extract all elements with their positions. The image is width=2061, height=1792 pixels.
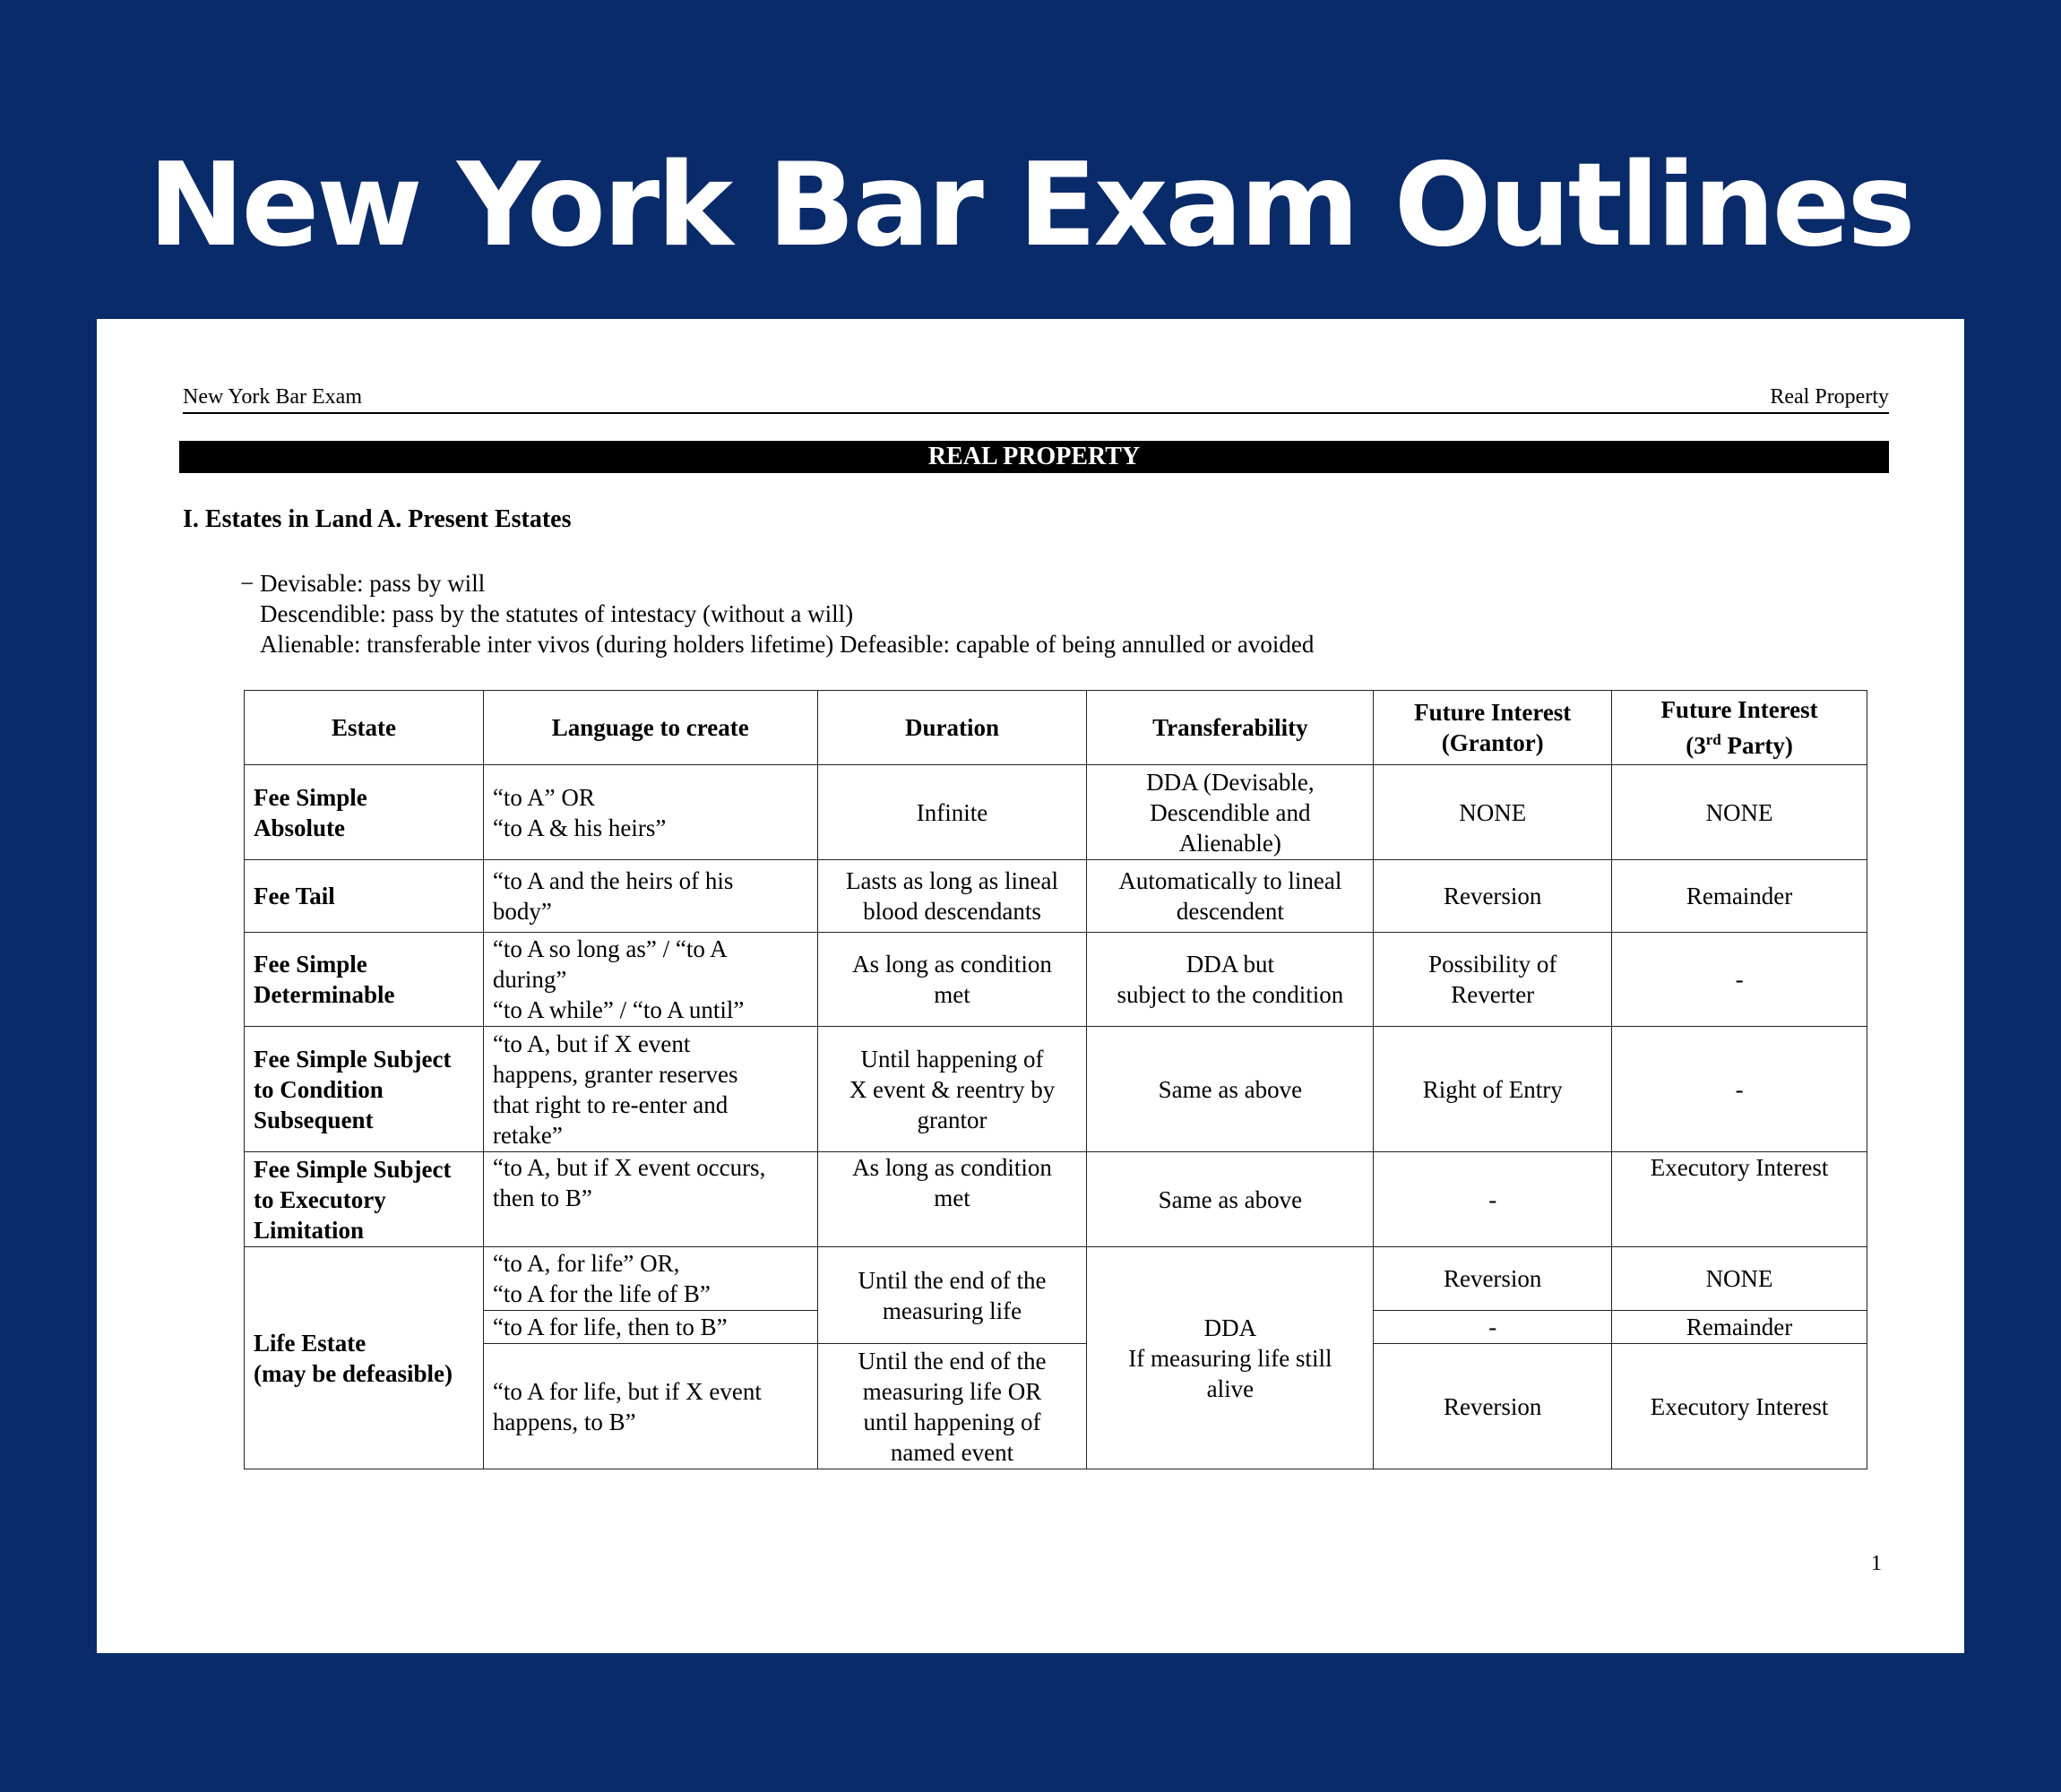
third-party-interest-cell: Remainder xyxy=(1612,860,1867,933)
third-party-interest-cell: Remainder xyxy=(1612,1311,1867,1344)
transferability-cell: DDA but subject to the condition xyxy=(1087,933,1374,1027)
duration-cell: Infinite xyxy=(817,765,1087,860)
definition-devisable: − Devisable: pass by will xyxy=(240,570,486,597)
header-transferability: Transferability xyxy=(1087,691,1374,765)
language-cell: “to A” OR “to A & his heirs” xyxy=(483,765,817,860)
third-party-interest-cell: NONE xyxy=(1612,1247,1867,1311)
header-rule xyxy=(183,412,1889,414)
language-cell: “to A for life, but if X event happens, to B” xyxy=(483,1344,817,1469)
grantor-interest-cell: Possibility of Reverter xyxy=(1374,933,1612,1027)
language-cell: “to A, but if X event happens, granter reserves that right to re-enter and retake” xyxy=(483,1027,817,1152)
table-row xyxy=(245,1027,1867,1152)
duration-cell: As long as condition met xyxy=(817,1152,1087,1247)
duration-cell: Until happening of X event & reentry by grantor xyxy=(817,1027,1087,1152)
language-cell: “to A and the heirs of his body” xyxy=(483,860,817,933)
section-title-bar: REAL PROPERTY xyxy=(179,441,1889,473)
table-header-row xyxy=(245,691,1867,765)
definition-descendible: Descendible: pass by the statutes of intestacy (without a will) xyxy=(260,600,854,627)
duration-cell: As long as condition met xyxy=(817,933,1087,1027)
duration-cell: Lasts as long as lineal blood descendants xyxy=(817,860,1087,933)
table-row xyxy=(245,1344,1867,1469)
estate-cell: Fee Tail xyxy=(245,860,484,933)
grantor-interest-cell: - xyxy=(1374,1152,1612,1247)
table-row xyxy=(245,765,1867,860)
document-page xyxy=(97,319,1964,1653)
header-future-interest-third-party: Future Interest (3rd Party) xyxy=(1612,691,1867,765)
transferability-cell: Same as above xyxy=(1087,1027,1374,1152)
estate-cell: Fee Simple Subject to Executory Limitation xyxy=(245,1152,484,1247)
language-cell: “to A, but if X event occurs, then to B” xyxy=(483,1152,817,1247)
section-heading: I. Estates in Land A. Present Estates xyxy=(183,505,572,533)
header-right: Real Property xyxy=(1770,385,1889,409)
header-estate: Estate xyxy=(245,691,484,765)
header-language: Language to create xyxy=(483,691,817,765)
definitions-list xyxy=(240,568,1314,659)
language-cell: “to A for life, then to B” xyxy=(483,1311,817,1344)
grantor-interest-cell: Reversion xyxy=(1374,1247,1612,1311)
estate-cell: Fee Simple Determinable xyxy=(245,933,484,1027)
third-party-interest-cell: - xyxy=(1612,933,1867,1027)
table-row xyxy=(245,933,1867,1027)
header-duration: Duration xyxy=(817,691,1087,765)
grantor-interest-cell: Reversion xyxy=(1374,1344,1612,1469)
grantor-interest-cell: NONE xyxy=(1374,765,1612,860)
third-party-interest-cell: - xyxy=(1612,1027,1867,1152)
transferability-cell: Automatically to lineal descendent xyxy=(1087,860,1374,933)
language-cell: “to A, for life” OR, “to A for the life of B” xyxy=(483,1247,817,1311)
estate-cell: Fee Simple Subject to Condition Subsequent xyxy=(245,1027,484,1152)
grantor-interest-cell: - xyxy=(1374,1311,1612,1344)
transferability-cell: DDA If measuring life still alive xyxy=(1087,1247,1374,1469)
header-left: New York Bar Exam xyxy=(183,385,362,409)
third-party-interest-cell: Executory Interest xyxy=(1612,1344,1867,1469)
table-row xyxy=(245,1152,1867,1247)
table-row xyxy=(245,1247,1867,1311)
transferability-cell: DDA (Devisable, Descendible and Alienable) xyxy=(1087,765,1374,860)
third-party-interest-cell: NONE xyxy=(1612,765,1867,860)
header-future-interest-grantor: Future Interest (Grantor) xyxy=(1374,691,1612,765)
language-cell: “to A so long as” / “to A during” “to A while” / “to A until” xyxy=(483,933,817,1027)
table-row xyxy=(245,860,1867,933)
banner-title: New York Bar Exam Outlines xyxy=(148,139,1913,272)
estate-cell: Life Estate (may be defeasible) xyxy=(245,1247,484,1469)
estates-table xyxy=(244,690,1867,1469)
estate-cell: Fee Simple Absolute xyxy=(245,765,484,860)
duration-cell: Until the end of the measuring life xyxy=(817,1247,1087,1344)
third-party-interest-cell: Executory Interest xyxy=(1612,1152,1867,1247)
duration-cell: Until the end of the measuring life OR until happening of named event xyxy=(817,1344,1087,1469)
definition-alienable: Alienable: transferable inter vivos (during holders lifetime) Defeasible: capable of being annulled or avoided xyxy=(260,631,1315,658)
page-number: 1 xyxy=(1871,1552,1882,1575)
transferability-cell: Same as above xyxy=(1087,1152,1374,1247)
grantor-interest-cell: Right of Entry xyxy=(1374,1027,1612,1152)
grantor-interest-cell: Reversion xyxy=(1374,860,1612,933)
